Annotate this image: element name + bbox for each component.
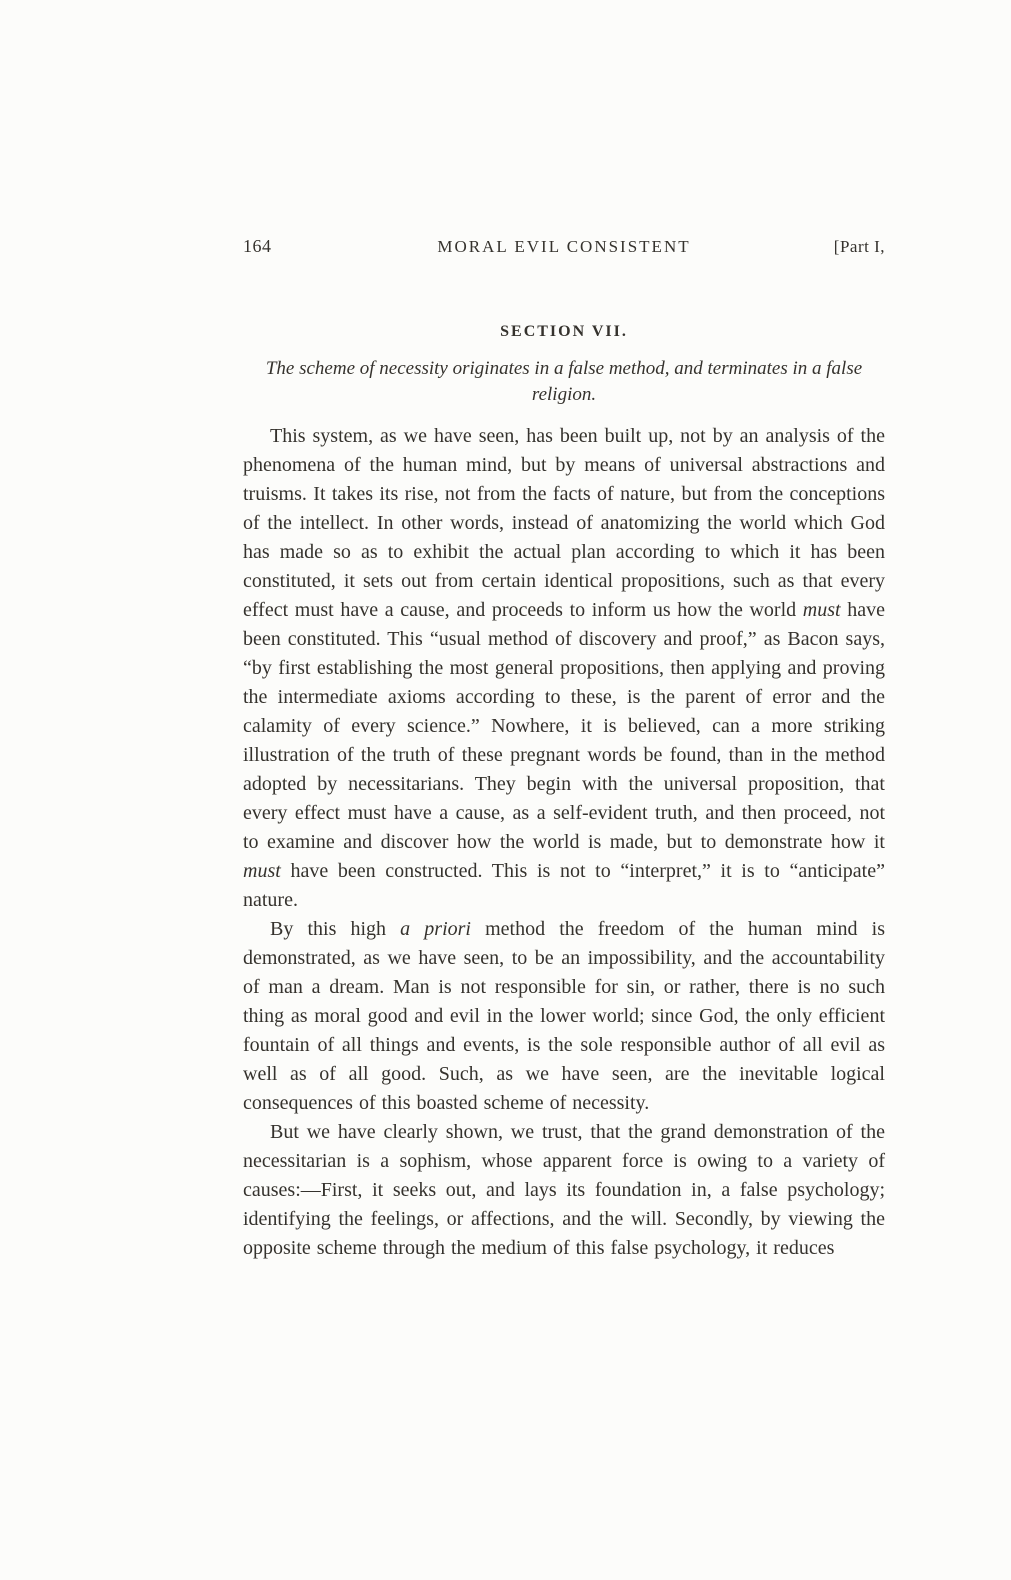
section-subtitle: The scheme of necessity originates in a false method, and terminates in a false religion. — [265, 358, 863, 405]
text-column — [243, 236, 885, 1263]
italic-text: must — [243, 860, 281, 882]
part-label: [Part I, — [833, 237, 885, 256]
paragraph-text: This system, as we have seen, has been built up, not by an analysis of the phenomena of the human mind, but by means of universal abstractions and truisms. It takes its rise, not from the facts of nature, but from the conceptions of the intellect. In other words, instead of anatomizing the world which God has made so as to exhibit the actual plan according to which it has been constituted, it sets out from certain identical propositions, such as that every effect must have a cause, and proceeds to inform us how the world — [243, 425, 885, 621]
italic-text: must — [802, 599, 841, 621]
body-paragraphs — [243, 422, 885, 1263]
section-heading: SECTION VII. — [500, 323, 628, 340]
running-header — [243, 236, 885, 257]
paragraph-text: By this high — [270, 918, 401, 940]
page-number: 164 — [243, 236, 272, 256]
paragraph — [243, 422, 885, 915]
italic-text: a priori — [400, 918, 471, 940]
paragraph — [243, 915, 885, 1118]
paragraph — [243, 1118, 885, 1263]
running-title: MORAL EVIL CONSISTENT — [437, 237, 691, 256]
paragraph-text: have been constituted. This “usual method of discovery and proof,” as Bacon says, “by first establishing the most general propositions, then applying and proving the intermediate axioms according to these, is the parent of error and the calamity of every science.” Nowhere, it is believed, can a more striking illustration of the truth of these pregnant words be found, than in the method adopted by necessitarians. They begin with the universal proposition, that every effect must have a cause, as a self-evident truth, and then proceed, not to examine and discover how the world is made, but to demonstrate how it — [243, 599, 885, 853]
paragraph-text: have been constructed. This is not to “interpret,” it is to “anticipate” nature. — [243, 860, 885, 911]
paragraph-text: method the freedom of the human mind is demonstrated, as we have seen, to be an impossibility, and the accountability of man a dream. Man is not responsible for sin, or rather, there is no such thing as moral good and evil in the lower world; since God, the only efficient fountain of all things and events, is the sole responsible author of all evil as well as of all good. Such, as we have seen, are the inevitable logical consequences of this boasted scheme of necessity. — [243, 918, 885, 1114]
paragraph-text: But we have clearly shown, we trust, that the grand demonstration of the necessitarian is a sophism, whose apparent force is owing to a variety of causes:—First, it seeks out, and lays its foundation in, a false psychology; identifying the feelings, or affections, and the will. Secondly, by viewing the opposite scheme through the medium of this false psychology, it reduces — [243, 1121, 885, 1259]
